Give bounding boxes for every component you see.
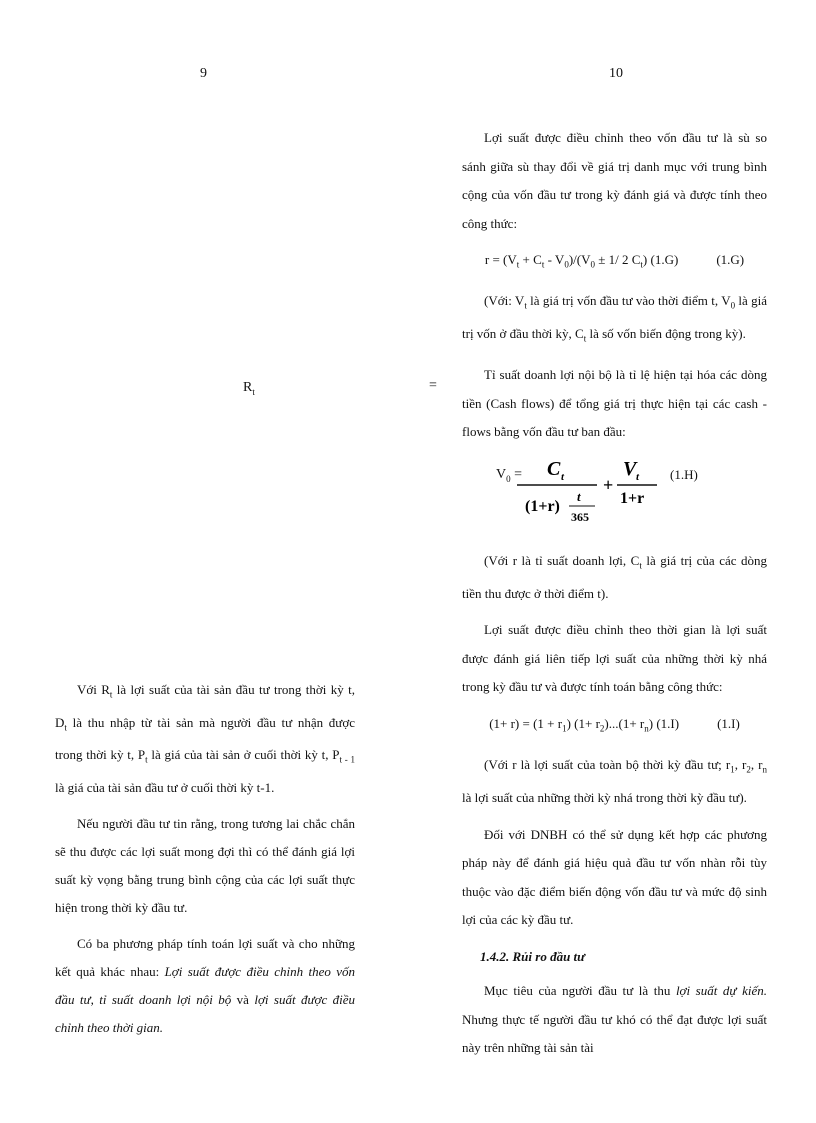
return-symbol-rt: $R_t$: [243, 380, 255, 397]
right-paragraph-1: Lợi suất được điều chỉnh theo vốn đầu tư là sù so sánh giữa sù thay đổi về giá trị danh mục với trung bình cộng của vốn đầu tư trong kỳ đánh giá và được tính theo công thức:: [462, 130, 767, 231]
right-paragraph-7: Đối với DNBH có thể sử dụng kết hợp các phương pháp này để đánh giá hiệu quả đầu tư vốn nhàn rỗi tùy thuộc vào đặc điểm biến động vốn đầu tư và mức độ sinh lợi của các kỳ đầu tư.: [462, 826, 767, 928]
svg-text:C: C: [547, 457, 561, 480]
formula-1g-number: (1.G): [716, 252, 745, 267]
page-number-right: 10: [609, 66, 623, 81]
formula-1g: $r = (V_t + C_t - V_0)/(V_0 \pm 1/$ 2 $C_t$) (1.G) (1.G): [462, 246, 767, 279]
svg-text:t: t: [577, 488, 581, 504]
formula-1h-number: (1.H): [670, 466, 698, 482]
section-heading: 1.4.2. Rủi ro đầu tư: [480, 948, 585, 964]
right-paragraph-5: Lợi suất được điều chỉnh theo thời gian là lợi suất được đánh giá liên tiếp lợi suất của những thời kỳ nhá trong kỳ đầu tư và được tính toán bằng công thức:: [462, 622, 767, 695]
right-paragraph-6: (Với r là lợi suất của toàn bộ thời kỳ đầu tư; $r_1$, $r_2$, $r_n$ là lợi suất của những thời kỳ nhá trong thời kỳ đầu tư).: [462, 756, 767, 806]
equals-sign: =: [429, 378, 437, 393]
right-paragraph-8: Mục tiêu của người đầu tư là thu lợi suất dự kiến. Nhưng thực tế người đầu tư khó có thể đạt được lợi suất này trên những tài sản tài: [462, 983, 767, 1056]
left-column: [55, 676, 355, 1050]
formula-1h-fraction: [517, 445, 667, 535]
right-paragraph-4: (Với r là tỉ suất doanh lợi, $C_t$ là giá trị của các dòng tiền thu được ở thời điểm t).: [462, 552, 767, 601]
page-number-left: 9: [200, 66, 207, 81]
svg-text:V: V: [623, 457, 637, 480]
left-paragraph-1: Với $R_t$ là lợi suất của tài sản đầu tư trong thời kỳ t, $D_t$ là thu nhập từ tài sản mà người đầu tư nhận được trong thời kỳ t, $P_t$ là giá của tài sản ở cuối thời kỳ t, $P_{t - 1}$ là giá của tài sản đầu tư ở cuối thời kỳ t-1.: [55, 682, 355, 795]
formula-1i: $(1+ r) = (1 + r_1)$ $(1+ r_2)...(1+ r_n)$ (1.I) (1.I): [462, 710, 767, 743]
formula-1i-number: (1.I): [717, 715, 740, 731]
svg-text:t: t: [561, 470, 565, 483]
left-paragraph-3: Có ba phương pháp tính toán lợi suất và cho những kết quả khác nhau: Lợi suất được điều chỉnh theo vốn đầu tư, tỉ suất doanh lợi nội bộ và lợi suất được điều chỉnh theo thời gian.: [55, 935, 356, 1035]
formula-1h-lhs: $V_0$ =: [496, 466, 523, 484]
right-column: [462, 124, 767, 1071]
svg-text:+: +: [603, 474, 614, 495]
formula-1h: [462, 457, 767, 529]
svg-text:(1+r): (1+r): [525, 497, 560, 515]
svg-text:1+r: 1+r: [620, 489, 645, 507]
left-paragraph-2: Nếu người đầu tư tin rằng, trong tương lai chắc chắn sẽ thu được các lợi suất mong đợi thì có thể đánh giá lợi suất kỳ vọng bằng trung bình cộng của các lợi suất thực hiện trong thời kỳ đầu tư.: [55, 815, 355, 915]
svg-text:t: t: [636, 470, 640, 483]
svg-text:365: 365: [571, 509, 589, 524]
right-paragraph-2: (Với: $V_t$ là giá trị vốn đầu tư vào thời điểm t, $V_0$ là giá trị vốn ở đầu thời kỳ, $C_t$ là số vốn biến động trong kỳ).: [462, 293, 768, 344]
right-paragraph-3: Tỉ suất doanh lợi nội bộ là tỉ lệ hiện tại hóa các dòng tiền (Cash flows) để tổng giá trị thực hiện tại các cash - flows bằng vốn đầu tư ban đầu:: [462, 367, 767, 440]
